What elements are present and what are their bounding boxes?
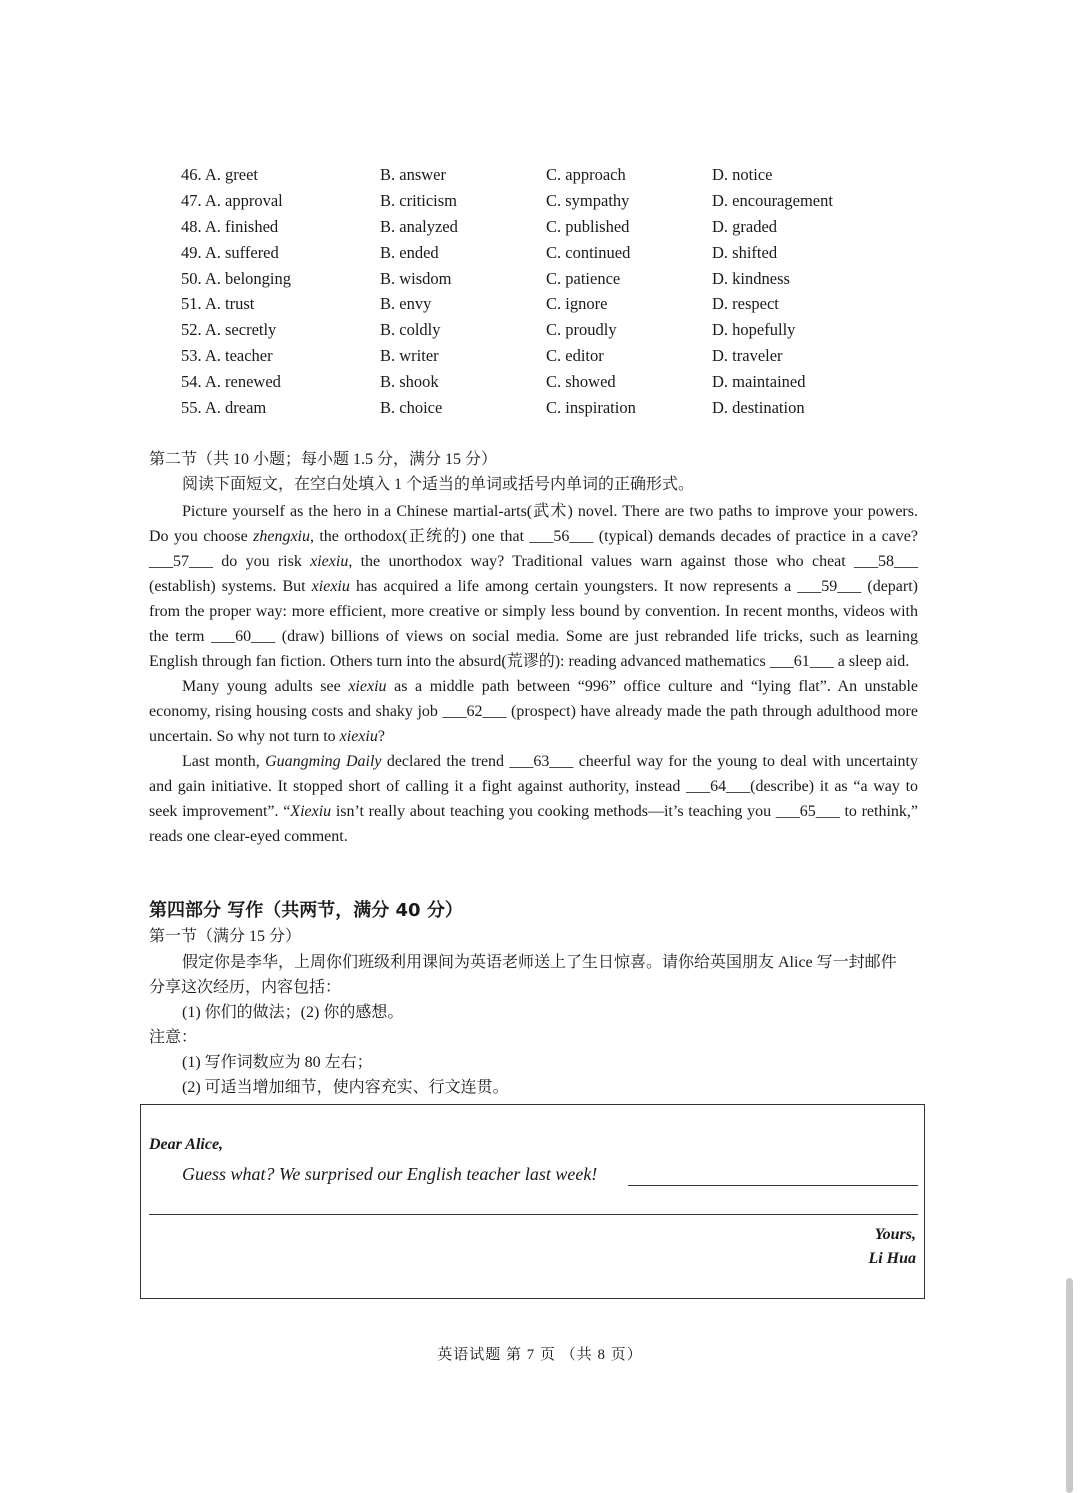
option-b: B. writer [380,346,439,366]
option-row [181,291,941,317]
option-a: 49. A. suffered [181,242,279,262]
option-a: 51. A. trust [181,294,255,314]
answer-line [628,1185,918,1186]
letter-signature: Li Hua [868,1250,916,1267]
blank-63: ___63___ [509,753,574,770]
passage-paragraph-2 [149,674,918,749]
blank-62: ___62___ [442,703,507,720]
option-a: 54. A. renewed [181,372,281,392]
option-row [181,369,941,395]
option-a: 48. A. finished [181,216,279,236]
blank-64: ___64___ [686,778,751,795]
writing-prompt-line-1: 假定你是李华，上周你们班级利用课间为英语老师送上了生日惊喜。请你给英国朋友 Alice 写一封邮件 [182,954,897,971]
passage-italic: Xiexiu [290,803,332,820]
option-b: B. analyzed [380,216,458,236]
option-b: B. answer [380,165,446,184]
passage-text: (establish) systems. But [149,578,312,595]
passage-text: ? [377,728,385,745]
option-c: C. inspiration [546,398,636,418]
passage-text: cheerful way for the young to deal with uncertainty and gain initiative. It stopped short of calling it a fight against authority, instead [149,753,918,795]
blank-65: ___65___ [775,803,840,820]
passage-text: (depart) from the proper way: more efficient, more creative or simply less bound by convention. In recent months, videos with the term [149,578,919,645]
passage-text: (typical) demands decades of practice in a cave? [593,528,919,545]
notes-label: 注意： [149,1029,198,1046]
option-d: D. encouragement [712,190,833,210]
option-c: C. continued [546,242,631,262]
letter-salutation: Dear Alice, [149,1136,224,1153]
passage-italic: xiexiu [310,553,349,570]
blank-57: ___57___ [149,553,213,570]
passage-italic: zhengxiu [253,528,310,545]
passage-italic: xiexiu [348,678,387,695]
option-b: B. choice [380,398,443,418]
section2-instruction: 阅读下面短文，在空白处填入 1 个适当的单词或括号内单词的正确形式。 [182,476,695,493]
passage-text: (describe) it as “a way to seek improvement”. “ [149,778,919,820]
option-a: 47. A. approval [181,190,283,210]
passage-text: declared the trend [381,753,510,770]
blank-56: ___56___ [529,528,594,545]
option-b: B. coldly [380,320,441,340]
blank-58: ___58___ [854,553,918,570]
option-d: D. maintained [712,372,806,392]
option-a: 52. A. secretly [181,320,277,340]
option-c: C. patience [546,268,621,288]
option-row [181,162,941,188]
option-a: 53. A. teacher [181,346,273,366]
option-c: C. approach [546,165,626,184]
option-a: 55. A. dream [181,398,267,418]
option-c: C. published [546,216,630,236]
passage-italic: Guangming Daily [265,753,382,770]
option-row [181,214,941,240]
answer-line [149,1214,918,1215]
passage-paragraph-3 [149,749,918,849]
option-a: 50. A. belonging [181,268,291,288]
option-c: C. showed [546,372,616,392]
option-d: D. respect [712,294,779,314]
passage-italic: xiexiu [339,728,378,745]
passage-text: to rethink,” reads one clear-eyed comment. [149,803,918,845]
option-row [181,266,941,292]
note-1: (1) 写作词数应为 80 左右； [182,1054,373,1071]
option-d: D. hopefully [712,320,796,340]
option-d: D. destination [712,398,805,418]
option-c: C. editor [546,346,604,366]
note-2: (2) 可适当增加细节，使内容充实、行文连贯。 [182,1079,509,1096]
blank-59: ___59___ [797,578,862,595]
passage-text: has acquired a life among certain youngsters. It now represents a [349,578,798,595]
option-d: D. shifted [712,242,778,262]
passage-italic: xiexiu [311,578,350,595]
passage-text: isn’t really about teaching you cooking methods—it’s teaching you [331,803,776,820]
option-c: C. sympathy [546,190,630,210]
page-footer: 英语试题 第 7 页 （共 8 页） [437,1347,643,1363]
passage-text: a sleep aid. [833,653,910,670]
passage-text: (draw) billions of views on social media. Some are just rebranded life tricks, such as learning English through fan fiction. Others turn into the absurd(荒谬的): reading advanced mathematics [149,628,918,670]
letter-opening: Guess what? We surprised our English teacher last week! [182,1164,598,1184]
passage-text: (prospect) have already made the path through adulthood more uncertain. So why not turn to [149,703,918,745]
passage-paragraph-1 [149,499,918,674]
option-row [181,188,941,214]
option-a: 46. A. greet [181,165,258,184]
blank-61: ___61___ [769,653,834,670]
option-d: D. notice [712,165,773,184]
passage-text: , the orthodox(正统的) one that [309,528,530,545]
option-row [181,395,941,421]
blank-60: ___60___ [211,628,276,645]
option-b: B. shook [380,372,439,392]
section2-heading: 第二节（共 10 小题；每小题 1.5 分，满分 15 分） [149,451,498,468]
option-d: D. graded [712,216,778,236]
scrollbar[interactable] [1066,1278,1073,1493]
section1-heading: 第一节（满分 15 分） [149,928,302,945]
answer-box [140,1104,925,1299]
option-c: C. ignore [546,294,608,314]
passage-text: , the unorthodox way? Traditional values warn against those who cheat [348,553,854,570]
option-row [181,317,941,343]
option-d: D. kindness [712,268,790,288]
passage-text: Picture yourself as the hero in a Chinese martial-arts(武术) novel. There are two paths to improve your powers. Do you choose [149,503,918,545]
option-row [181,240,941,266]
options-table [181,162,941,421]
option-d: D. traveler [712,346,783,366]
writing-points: (1) 你们的做法；(2) 你的感想。 [182,1004,404,1021]
option-b: B. ended [380,242,439,262]
writing-prompt-line-2: 分享这次经历，内容包括： [149,979,342,996]
option-b: B. envy [380,294,432,314]
option-c: C. proudly [546,320,617,340]
part4-heading: 第四部分 写作（共两节，满分 40 分） [149,900,463,921]
letter-closing: Yours, [874,1226,916,1243]
passage-text: as a middle path between “996” office culture and “lying flat”. An unstable economy, rising housing costs and shaky job [149,678,918,720]
passage-text: Many young adults see [182,678,349,695]
passage-text: Last month, [182,753,266,770]
option-row [181,343,941,369]
option-b: B. criticism [380,190,457,210]
passage [149,499,918,849]
option-b: B. wisdom [380,268,452,288]
passage-text: do you risk [213,553,311,570]
